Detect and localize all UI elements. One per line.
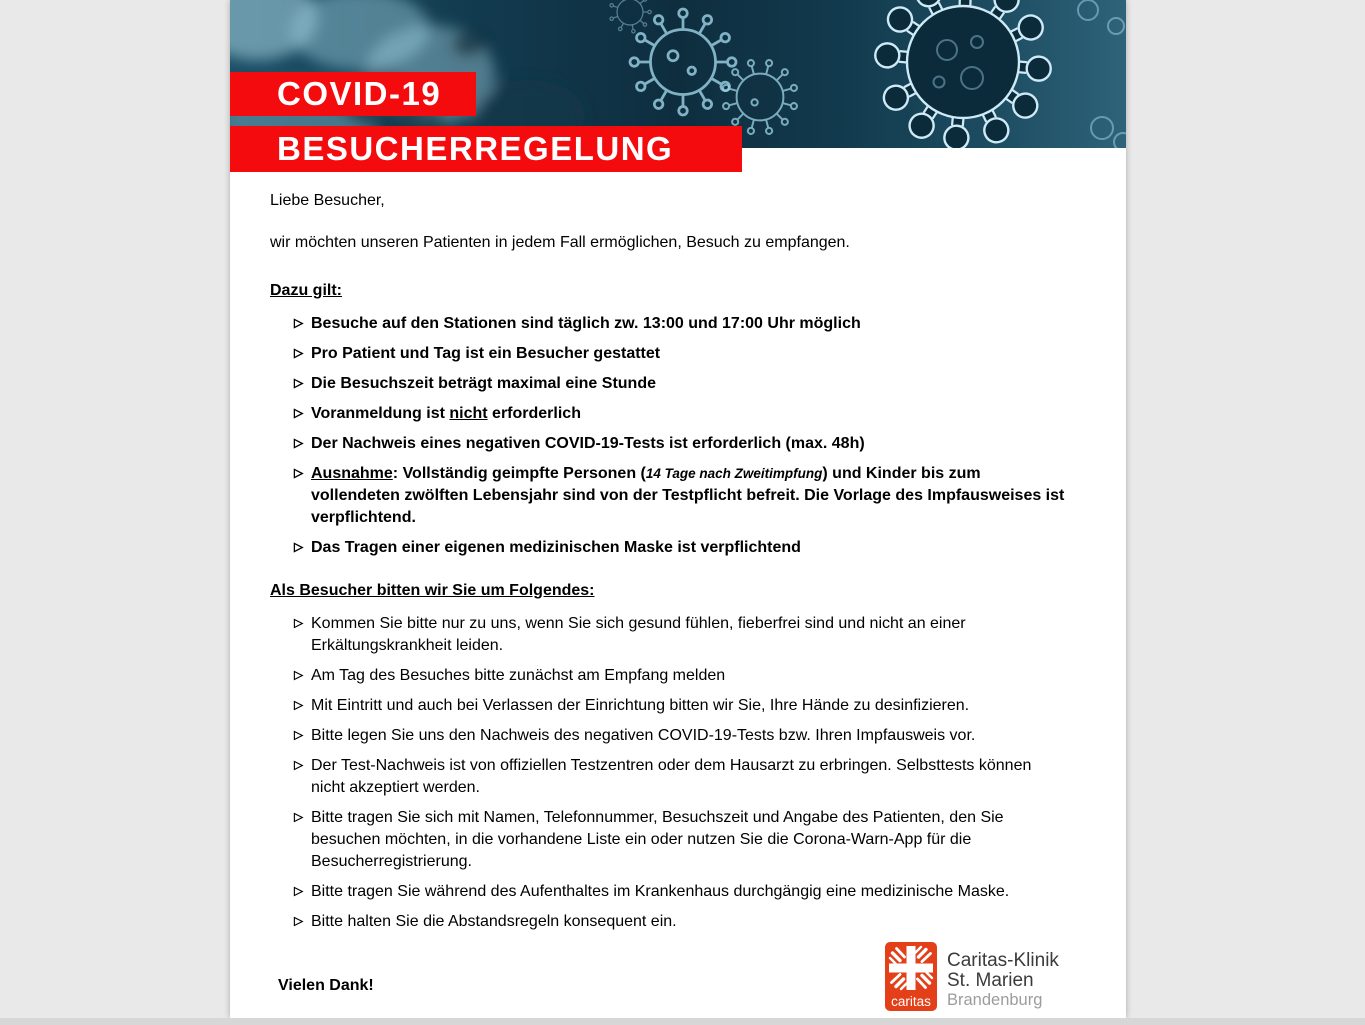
triangle-right-arrow-icon bbox=[293, 760, 304, 771]
triangle-right-arrow-icon bbox=[293, 542, 304, 553]
triangle-right-arrow-icon bbox=[293, 348, 304, 359]
list-item-text: Bitte halten Sie die Abstandsregeln konsequent ein. bbox=[311, 913, 677, 930]
caritas-logo bbox=[885, 942, 1059, 1011]
rules-heading: Dazu gilt: bbox=[270, 282, 342, 299]
banner-line2-text: BESUCHERREGELUNG bbox=[277, 130, 674, 167]
banner-covid19 bbox=[230, 72, 476, 116]
triangle-right-arrow-icon bbox=[293, 730, 304, 741]
list-item-text: Mit Eintritt und auch bei Verlassen der Einrichtung bitten wir Sie, Ihre Hände zu desinfizieren. bbox=[311, 697, 970, 714]
caritas-flame-cross-icon bbox=[885, 942, 937, 1011]
logo-text bbox=[947, 942, 1059, 1010]
document-body bbox=[230, 172, 1126, 997]
list-item bbox=[293, 373, 1068, 395]
list-item bbox=[293, 313, 1068, 335]
list-item bbox=[293, 881, 1068, 903]
list-item-text: Das Tragen einer eigenen medizinischen Maske ist verpflichtend bbox=[311, 539, 801, 556]
requests-list bbox=[270, 613, 1068, 933]
list-item-text: Voranmeldung ist nicht erforderlich bbox=[311, 405, 581, 422]
banner-besucherregelung bbox=[230, 126, 742, 172]
list-item-text: Bitte tragen Sie sich mit Namen, Telefonnummer, Besuchszeit und Angabe des Patienten, den Sie besuchen möchten, in die vorhandene Liste ein oder nutzen Sie die Corona-Warn-App für die Besucherregistrierung. bbox=[311, 809, 1004, 870]
list-item bbox=[293, 725, 1068, 747]
viewport-bottom-edge bbox=[0, 1018, 1365, 1025]
greeting-text: Liebe Besucher, bbox=[270, 192, 385, 209]
triangle-right-arrow-icon bbox=[293, 438, 304, 449]
list-item bbox=[293, 695, 1068, 717]
triangle-right-arrow-icon bbox=[293, 700, 304, 711]
list-item bbox=[293, 755, 1068, 799]
list-item-text: Die Besuchszeit beträgt maximal eine Stunde bbox=[311, 375, 656, 392]
requests-heading: Als Besucher bitten wir Sie um Folgendes: bbox=[270, 582, 595, 599]
list-item-text: Bitte tragen Sie während des Aufenthaltes im Krankenhaus durchgängig eine medizinische Maske. bbox=[311, 883, 1010, 900]
thanks-text: Vielen Dank! bbox=[278, 977, 374, 994]
triangle-right-arrow-icon bbox=[293, 886, 304, 897]
list-item bbox=[293, 665, 1068, 687]
triangle-right-arrow-icon bbox=[293, 468, 304, 479]
list-item-text: Kommen Sie bitte nur zu uns, wenn Sie sich gesund fühlen, fieberfrei sind und nicht an einer Erkältungskrankheit leiden. bbox=[311, 615, 966, 654]
triangle-right-arrow-icon bbox=[293, 670, 304, 681]
list-item bbox=[293, 807, 1068, 873]
logo-name-line3: Brandenburg bbox=[947, 991, 1043, 1009]
list-item bbox=[293, 403, 1068, 425]
triangle-right-arrow-icon bbox=[293, 812, 304, 823]
list-item-text: Besuche auf den Stationen sind täglich zw. 13:00 und 17:00 Uhr möglich bbox=[311, 315, 861, 332]
list-item bbox=[293, 433, 1068, 455]
triangle-right-arrow-icon bbox=[293, 408, 304, 419]
list-item-text: Der Test-Nachweis ist von offiziellen Testzentren oder dem Hausarzt zu erbringen. Selbsttests können nicht akzeptiert werden. bbox=[311, 757, 1032, 796]
list-item-text: Ausnahme: Vollständig geimpfte Personen (14 Tage nach Zweitimpfung) und Kinder bis zum vollendeten zwölften Lebensjahr sind von der Testpflicht befreit. Die Vorlage des Impfausweises ist verpflichtend. bbox=[311, 465, 1065, 526]
list-item-text: Am Tag des Besuches bitte zunächst am Empfang melden bbox=[311, 667, 726, 684]
list-item bbox=[293, 343, 1068, 365]
triangle-right-arrow-icon bbox=[293, 916, 304, 927]
intro-text: wir möchten unseren Patienten in jedem Fall ermöglichen, Besuch zu empfangen. bbox=[270, 234, 850, 251]
list-item bbox=[293, 911, 1068, 933]
list-item bbox=[293, 613, 1068, 657]
list-item bbox=[293, 537, 1068, 559]
header bbox=[230, 0, 1126, 172]
triangle-right-arrow-icon bbox=[293, 618, 304, 629]
list-item-text: Der Nachweis eines negativen COVID-19-Tests ist erforderlich (max. 48h) bbox=[311, 435, 865, 452]
list-item bbox=[293, 463, 1068, 529]
caritas-wordmark: caritas bbox=[891, 994, 931, 1009]
list-item-text: Pro Patient und Tag ist ein Besucher gestattet bbox=[311, 345, 661, 362]
logo-name-line2: St. Marien bbox=[947, 970, 1034, 991]
list-item-text: Bitte legen Sie uns den Nachweis des negativen COVID-19-Tests bzw. Ihren Impfausweis vor. bbox=[311, 727, 976, 744]
document-page bbox=[230, 0, 1126, 1018]
banner-line1-text: COVID-19 bbox=[277, 75, 442, 112]
rules-list bbox=[270, 313, 1068, 559]
triangle-right-arrow-icon bbox=[293, 378, 304, 389]
logo-name-line1: Caritas-Klinik bbox=[947, 950, 1059, 971]
triangle-right-arrow-icon bbox=[293, 318, 304, 329]
